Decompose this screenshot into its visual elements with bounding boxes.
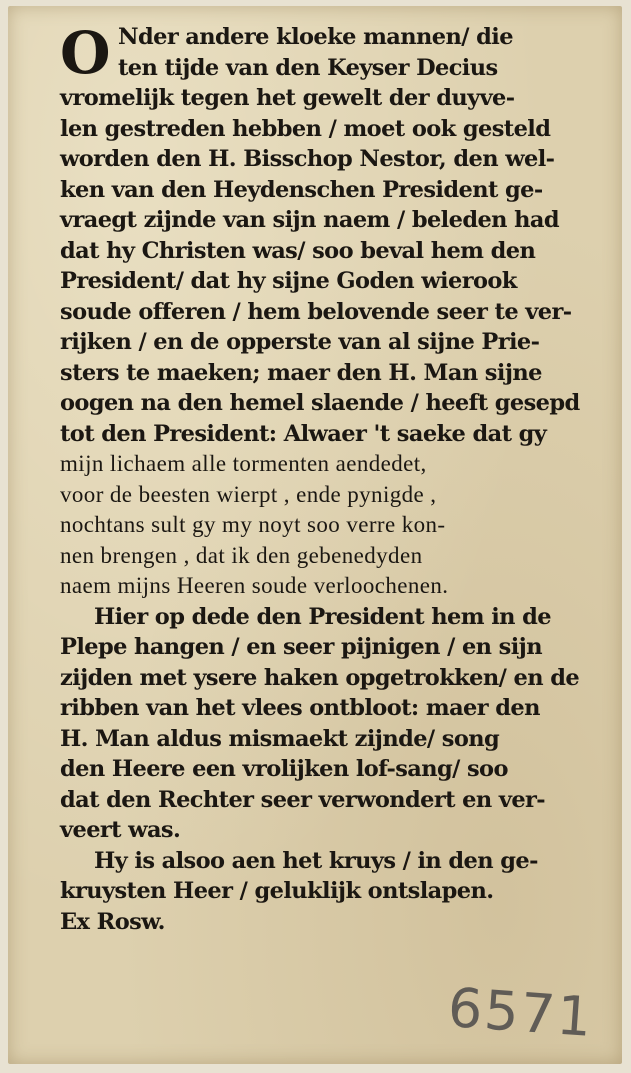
text-line: oogen na den hemel slaende / heeft gesepd (60, 390, 580, 416)
roman-text-line: nen brengen , dat ik den gebenedyden (60, 542, 423, 568)
paragraph-1 (60, 19, 608, 87)
text-line: worden den H. Bisschop Nestor, den wel- (60, 146, 555, 172)
text-line: vromelijk tegen het gewelt der duyve- (60, 85, 515, 111)
source-citation: Ex Rosw. (60, 908, 165, 935)
text-block (60, 19, 608, 937)
text-line: dat hy Christen was/ soo beval hem den (60, 237, 536, 264)
text-line: Hy is alsoo aen het kruys / in den ge- (94, 847, 538, 874)
handwritten-number: 6571 (445, 976, 596, 1049)
text-line: vraegt zijnde van sijn naem / beleden had (60, 207, 560, 233)
document-page (8, 6, 622, 1064)
text-line: den Heere een vrolijken lof-sang/ soo (60, 756, 508, 782)
text-line: len gestreden hebben / moet ook gesteld (60, 115, 551, 142)
drop-cap: O (60, 19, 111, 87)
roman-text-line: voor de beesten wierpt , ende pynigde , (60, 481, 437, 507)
text-line: ribben van het vlees ontbloot: maer den (60, 695, 540, 721)
roman-text-line: naem mijns Heeren soude verloochenen. (60, 573, 449, 598)
text-line: zijden met ysere haken opgetrokken/ en de (60, 664, 580, 691)
text-line: Plepe hangen / en seer pijnigen / en sijn (60, 634, 542, 660)
text-line: rijken / en de opperste van al sijne Prie- (60, 329, 540, 355)
text-line: President/ dat hy sijne Goden wierook (60, 268, 517, 294)
text-line: Nder andere kloeke mannen/ die (118, 24, 513, 50)
text-line: ken van den Heydenschen President ge- (60, 176, 543, 203)
text-line: H. Man aldus mismaekt zijnde/ song (60, 725, 500, 752)
text-line: dat den Rechter seer verwondert en ver- (60, 786, 546, 813)
text-line: soude offeren / hem belovende seer te ver- (60, 298, 572, 325)
roman-text-line: mijn lichaem alle tormenten aendedet, (60, 451, 427, 476)
text-line: veert was. (60, 817, 181, 843)
roman-text-line: nochtans sult gy my noyt soo verre kon- (60, 512, 446, 537)
text-line: kruysten Heer / geluklijk ontslapen. (60, 878, 494, 904)
text-line: Hier op dede den President hem in de (94, 603, 551, 630)
text-line: ten tijde van den Keyser Decius (118, 54, 498, 81)
text-line: tot den President: Alwaer 't saeke dat gy (60, 420, 547, 447)
text-line: sters te maeken; maer den H. Man sijne (60, 359, 542, 386)
